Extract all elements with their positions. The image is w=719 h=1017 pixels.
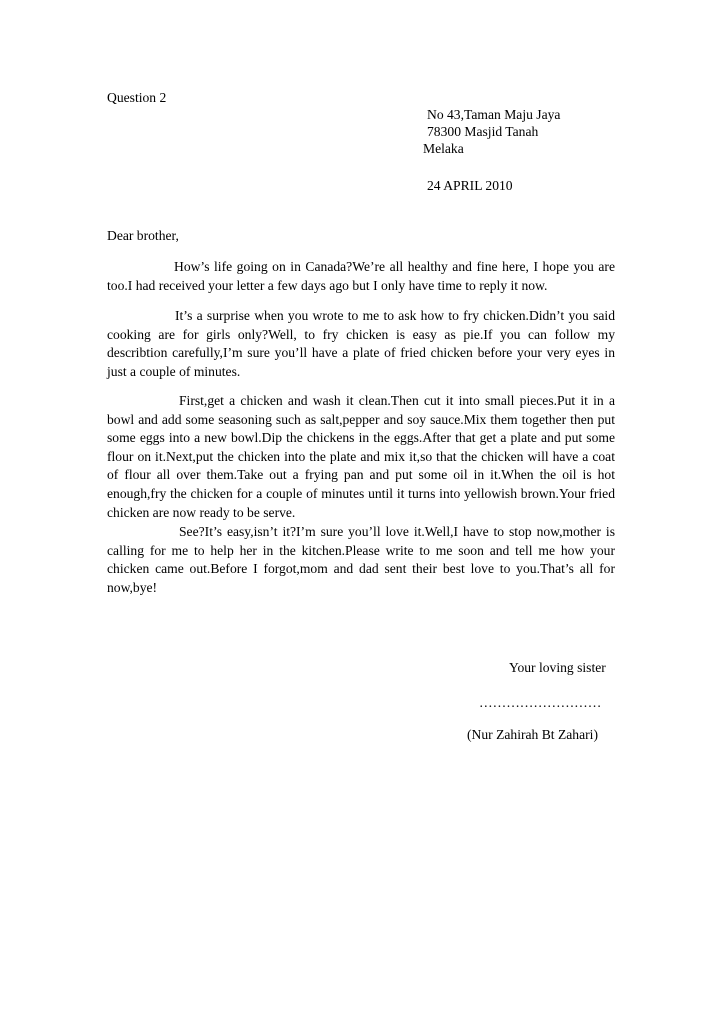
signature-line: ……………………… — [479, 695, 602, 710]
letter-date: 24 APRIL 2010 — [427, 178, 513, 193]
address-line-2: 78300 Masjid Tanah — [427, 124, 539, 139]
paragraph-2: It’s a surprise when you wrote to me to ask how to fry chicken.Didn’t you said cooking are for girls only?Well, to fry chicken is easy as pie.If you can follow my describtion carefully,I’m sure you’ll have a plate of fried chicken before your very eyes in just a couple of minutes. — [107, 308, 615, 379]
address-line-1: No 43,Taman Maju Jaya — [427, 107, 561, 122]
paragraph-3: First,get a chicken and wash it clean.Then cut it into small pieces.Put it in a bowl and add some seasoning such as salt,pepper and soy sauce.Mix them together then put some eggs into a new bowl.Dip the chickens in the eggs.After that get a plate and put some flour on it.Next,put the chicken into the plate and mix it,so that the chicken will have a coat of flour all over them.Take out a frying pan and put some oil in it.When the oil is hot enough,fry the chicken for a couple of minutes until it turns into yellowish brown.Your fried chicken are now ready to be serve. — [107, 393, 615, 520]
paragraph-1: How’s life going on in Canada?We’re all healthy and fine here, I hope you are too.I had received your letter a few days ago but I only have time to reply it now. — [107, 259, 615, 293]
question-heading: Question 2 — [107, 90, 167, 105]
paragraph-4: See?It’s easy,isn’t it?I’m sure you’ll love it.Well,I have to stop now,mother is calling for me to help her in the kitchen.Please write to me soon and tell me how your chicken came out.Before I forgot,mom and dad sent their best love to you.That’s all for now,bye! — [107, 524, 615, 595]
closing-line: Your loving sister — [509, 660, 606, 675]
salutation: Dear brother, — [107, 228, 179, 243]
address-line-3: Melaka — [423, 141, 464, 156]
signer-name: (Nur Zahirah Bt Zahari) — [467, 727, 598, 742]
